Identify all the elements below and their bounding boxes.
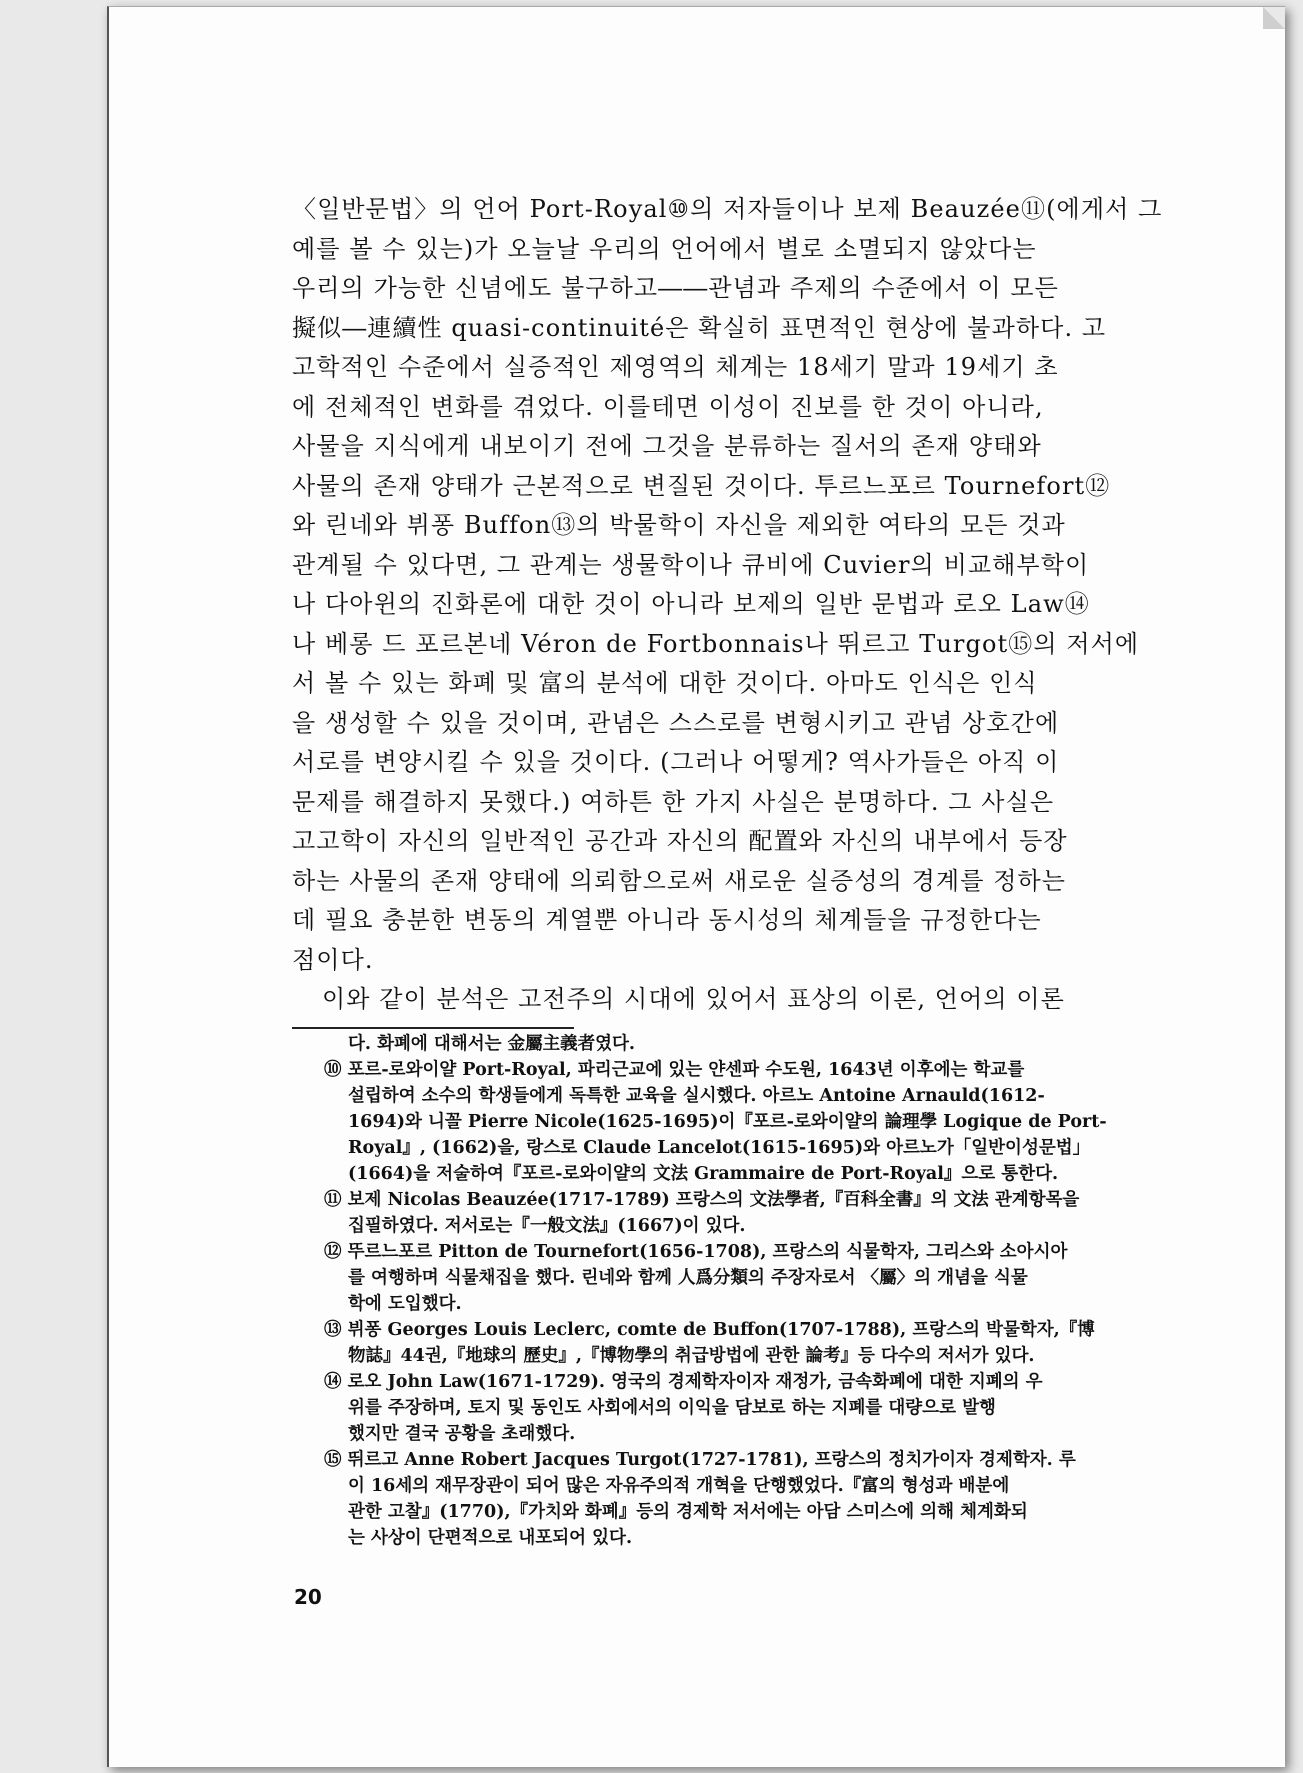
body-line: 사물을 지식에게 내보이기 전에 그것을 분류하는 질서의 존재 양태와: [292, 432, 1042, 460]
body-line: 나 다아윈의 진화론에 대한 것이 아니라 보제의 일반 문법과 로오 Law⑭: [292, 590, 1090, 618]
footnote-10: ⑩ 포르-로와이얄 Port-Royal, 파리근교에 있는 얀센파 수도원, 1643년 이후에는 학교를: [324, 1060, 1025, 1080]
body-line: 서 볼 수 있는 화폐 및 富의 분석에 대한 것이다. 아마도 인식은 인식: [292, 669, 1038, 697]
footnote-line: 집필하였다. 저서로는『一般文法』(1667)이 있다.: [348, 1216, 746, 1236]
footnote-12: ⑫ 뚜르느포르 Pitton de Tournefort(1656-1708), 프랑스의 식물학자, 그리스와 소아시아: [324, 1242, 1068, 1262]
body-line: 사물의 존재 양태가 근본적으로 변질된 것이다. 투르느포르 Tournefort⑫: [292, 471, 1111, 500]
footnote-line: 학에 도입했다.: [348, 1294, 462, 1314]
body-line: 예를 볼 수 있는)가 오늘날 우리의 언어에서 별로 소멸되지 않았다는: [292, 234, 1037, 263]
footnotes: [292, 1031, 1277, 1551]
body-line: 고고학이 자신의 일반적인 공간과 자신의 配置와 자신의 내부에서 등장: [292, 827, 1068, 855]
body-line: 점이다.: [292, 945, 374, 974]
footnote-line: 했지만 결국 공황을 초래했다.: [348, 1424, 576, 1444]
footnote-line: (1664)을 저술하여『포르-로와이얄의 文法 Grammaire de Port-Royal』으로 통한다.: [348, 1164, 1059, 1184]
footnote-line: 관한 고찰』(1770),『가치와 화폐』등의 경제학 저서에는 아담 스미스에 의해 체계화되: [348, 1502, 1028, 1522]
body-line: 관계될 수 있다면, 그 관계는 생물학이나 큐비에 Cuvier의 비교해부학이: [292, 550, 1090, 579]
footnote-13: ⑬ 뷔퐁 Georges Louis Leclerc, comte de Buffon(1707-1788), 프랑스의 박물학자,『博: [324, 1320, 1095, 1340]
footnote-line: 위를 주장하며, 토지 및 동인도 사회에서의 이익을 담보로 하는 지폐를 대량으로 발행: [348, 1398, 996, 1418]
body-line: 문제를 해결하지 못했다.) 여하튼 한 가지 사실은 분명하다. 그 사실은: [292, 787, 1055, 816]
page-corner-fold: [1263, 7, 1285, 29]
footnote-line: Royal』, (1662)을, 랑스로 Claude Lancelot(1615-1695)와 아르노가「일반이성문법」: [348, 1138, 1091, 1158]
footnote-line: 다. 화폐에 대해서는 金屬主義者였다.: [348, 1034, 636, 1054]
document-page: [107, 6, 1285, 1767]
footnote-15: ⑮ 뛰르고 Anne Robert Jacques Turgot(1727-1781), 프랑스의 정치가이자 경제학자. 루: [324, 1450, 1076, 1470]
body-line: 우리의 가능한 신념에도 불구하고――관념과 주제의 수준에서 이 모든: [292, 274, 1059, 302]
body-line: 擬似―連續性 quasi-continuité은 확실히 표면적인 현상에 불과하다. 고: [292, 313, 1107, 342]
footnote-line: 1694)와 니꼴 Pierre Nicole(1625-1695)이『포르-로와이얄의 論理學 Logique de Port-: [348, 1112, 1107, 1132]
body-line: 와 린네와 뷔퐁 Buffon⑬의 박물학이 자신을 제외한 여타의 모든 것과: [292, 511, 1066, 539]
body-line: 서로를 변양시킬 수 있을 것이다. (그러나 어떻게? 역사가들은 아직 이: [292, 748, 1060, 776]
footnote-11: ⑪ 보제 Nicolas Beauzée(1717-1789) 프랑스의 文法學者,『百科全書』의 文法 관계항목을: [324, 1190, 1080, 1210]
body-line: 이와 같이 분석은 고전주의 시대에 있어서 표상의 이론, 언어의 이론: [322, 985, 1065, 1013]
body-text: [292, 190, 1262, 1020]
body-line: 고학적인 수준에서 실증적인 제영역의 체계는 18세기 말과 19세기 초: [292, 353, 1059, 381]
footnote-separator: [292, 1027, 574, 1029]
footnote-line: 物誌』44권,『地球의 歷史』,『博物學의 취급방법에 관한 論考』등 다수의 저서가 있다.: [348, 1346, 1035, 1366]
page-number: 20: [294, 1585, 322, 1609]
footnote-14: ⑭ 로오 John Law(1671-1729). 영국의 경제학자이자 재정가, 금속화폐에 대한 지폐의 우: [324, 1372, 1043, 1392]
footnote-line: 는 사상이 단편적으로 내포되어 있다.: [348, 1528, 633, 1548]
body-line: 에 전체적인 변화를 겪었다. 이를테면 이성이 진보를 한 것이 아니라,: [292, 392, 1044, 421]
footnote-line: 이 16세의 재무장관이 되어 많은 자유주의적 개혁을 단행했었다.『富의 형성과 배분에: [348, 1476, 1010, 1496]
footnote-line: 설립하여 소수의 학생들에게 독특한 교육을 실시했다. 아르노 Antoine Arnauld(1612-: [348, 1086, 1045, 1106]
body-line: 데 필요 충분한 변동의 계열뿐 아니라 동시성의 체계들을 규정한다는: [292, 906, 1042, 934]
body-line: 을 생성할 수 있을 것이며, 관념은 스스로를 변형시키고 관념 상호간에: [292, 708, 1060, 737]
body-line: 나 베롱 드 포르본네 Véron de Fortbonnais나 뛰르고 Turgot⑮의 저서에: [292, 629, 1140, 658]
body-line: 〈일반문법〉의 언어 Port-Royal⑩의 저자들이나 보제 Beauzée⑪(에게서 그: [292, 195, 1163, 223]
body-line: 하는 사물의 존재 양태에 의뢰함으로써 새로운 실증성의 경계를 정하는: [292, 866, 1067, 895]
footnote-line: 를 여행하며 식물채집을 했다. 린네와 함께 人爲分類의 주장자로서 〈屬〉의 개념을 식물: [348, 1268, 1028, 1288]
